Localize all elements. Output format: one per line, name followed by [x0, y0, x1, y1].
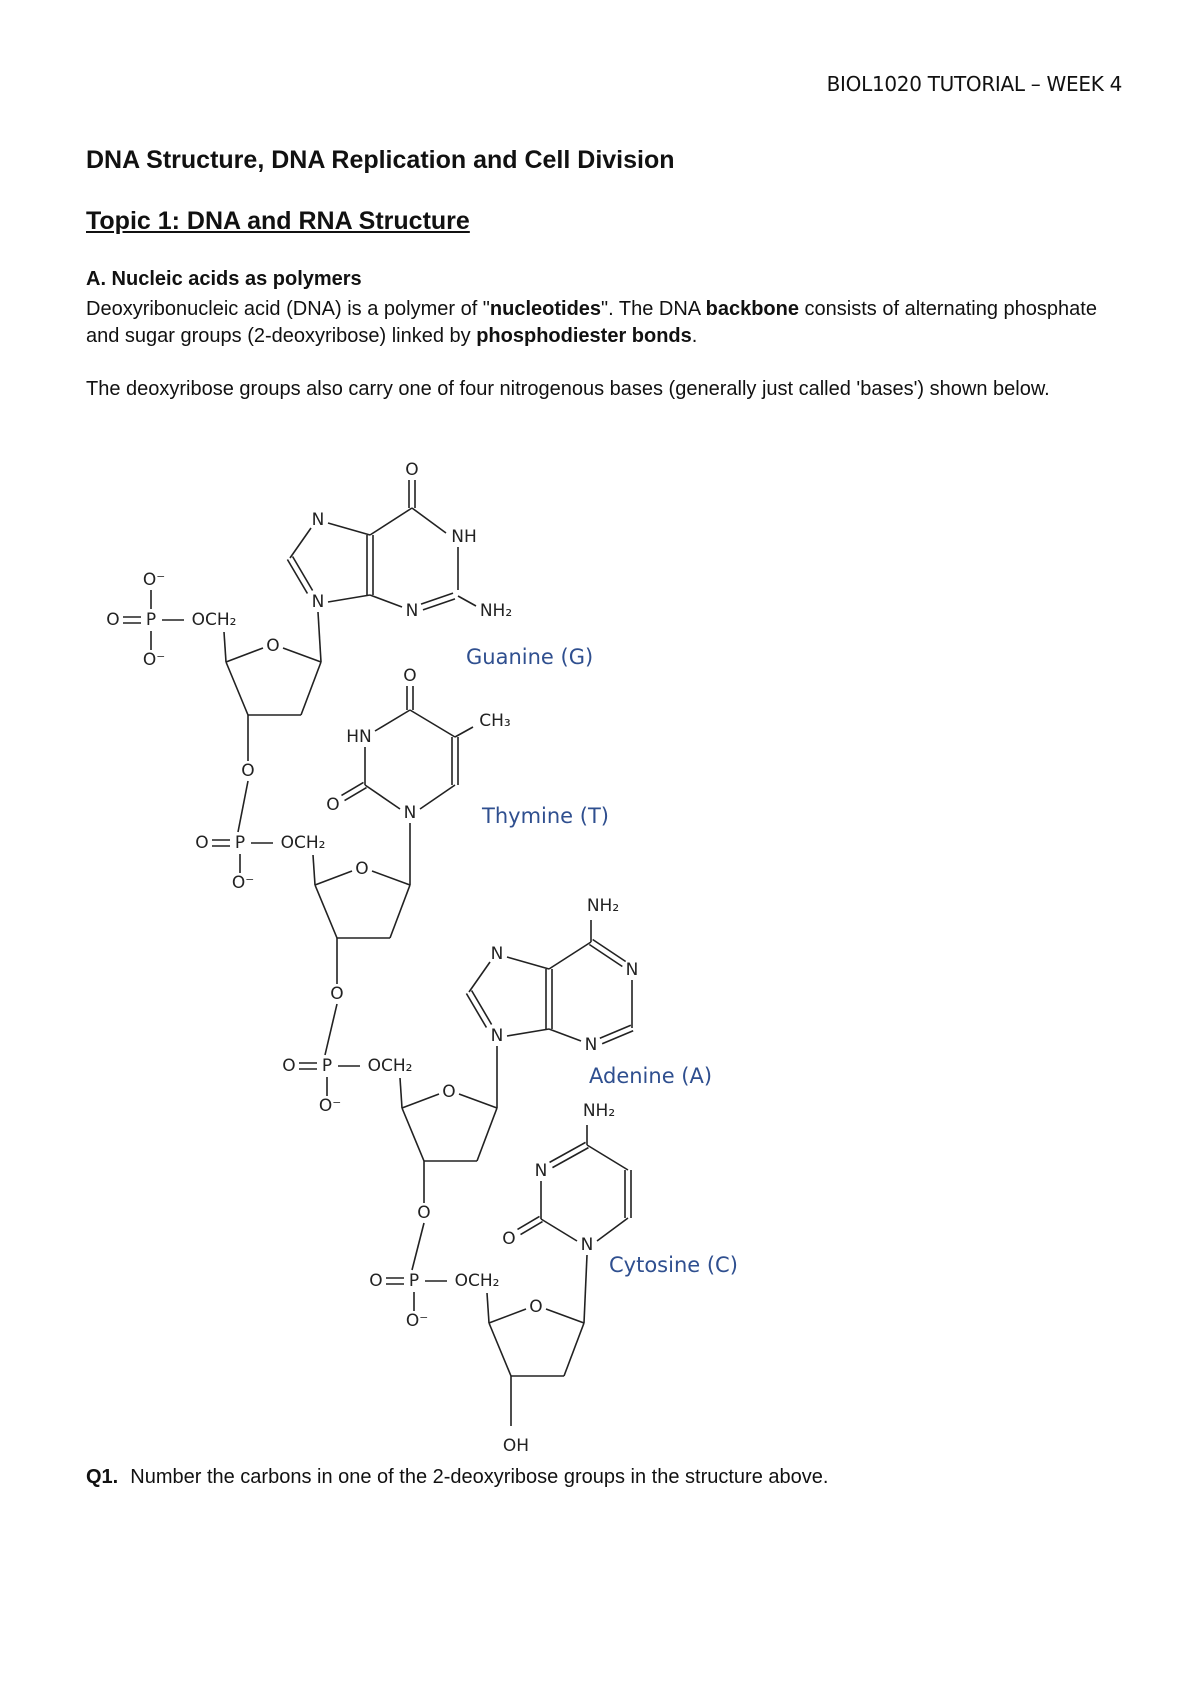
ring-bond-0 — [226, 648, 263, 662]
och2-2: OCH₂ — [367, 1056, 413, 1076]
cytosine-amine: NH₂ — [582, 1101, 616, 1121]
document-title: DNA Structure, DNA Replication and Cell Division — [86, 146, 675, 174]
cytosine-bond — [587, 1145, 628, 1170]
guanine-bond — [412, 508, 446, 533]
question-1 — [86, 1466, 828, 1489]
cytosine-carbonyl — [517, 1216, 539, 1229]
ring-bond-3 — [546, 1309, 584, 1323]
ring-bond-0 — [283, 648, 321, 662]
adenine-n7: N — [490, 944, 504, 964]
adenine-n3: N — [584, 1035, 598, 1055]
phosphate-oxygen-3: O — [369, 1271, 383, 1291]
guanine-amine-bond — [458, 596, 476, 606]
guanine-bond — [328, 523, 370, 535]
ring-bond-2 — [402, 1094, 439, 1108]
ring-bond-1 — [315, 885, 337, 938]
thymine-methyl-bond — [455, 727, 473, 737]
terminal-oh: OH — [502, 1436, 530, 1456]
o-p-bond-1 — [325, 1004, 337, 1055]
ring-bond-3 — [489, 1309, 526, 1323]
cytosine-o2: O — [502, 1229, 516, 1249]
term-backbone: backbone — [705, 298, 799, 320]
adenine-bond — [507, 1029, 549, 1036]
ring-bond-2 — [402, 1108, 424, 1161]
p1-text-3: consists of alternating phosphate and sugar groups (2-deoxyribose) linked by — [86, 298, 1097, 347]
paragraph-nucleic-acids — [86, 296, 1126, 350]
cytosine-carbonyl — [521, 1222, 543, 1235]
adenine-n1: N — [625, 960, 639, 980]
ring-bond-2 — [459, 1094, 497, 1108]
thymine-bond — [410, 710, 455, 737]
phosphate-o-minus-bottom-3: O⁻ — [405, 1311, 429, 1331]
thymine-carbonyl — [345, 788, 367, 801]
thymine-o4: O — [403, 666, 417, 686]
term-nucleotides: nucleotides — [489, 298, 602, 320]
thymine-bond — [375, 710, 410, 731]
thymine-o2: O — [326, 795, 340, 815]
p1-text-4: . — [691, 325, 698, 347]
guanine-bond — [423, 599, 455, 610]
base-label-guanine: Guanine (G) — [466, 645, 594, 669]
adenine-bond — [507, 957, 549, 969]
course-header: BIOL1020 TUTORIAL – WEEK 4 — [826, 72, 1122, 96]
c5-c4-bond-1 — [313, 855, 315, 885]
link-oxygen-2: O — [417, 1203, 431, 1223]
guanine-glycosidic-bond — [318, 612, 321, 662]
link-oxygen-0: O — [241, 761, 255, 781]
thymine-carbonyl — [341, 782, 363, 795]
ring-bond-1 — [390, 885, 410, 938]
guanine-n1h: NH — [451, 527, 477, 547]
guanine-bond — [370, 508, 412, 535]
thymine-methyl: CH₃ — [479, 711, 511, 731]
phosphate-oxygen-2: O — [282, 1056, 296, 1076]
phosphorus-0: P — [145, 610, 157, 630]
thymine-n1: N — [403, 803, 417, 823]
adenine-n9: N — [490, 1026, 504, 1046]
adenine-bond — [549, 942, 591, 969]
question-label: Q1. — [86, 1466, 119, 1488]
p1-text-2: ". The DNA — [601, 298, 706, 320]
guanine-bond — [370, 595, 402, 607]
guanine-n3: N — [405, 601, 419, 621]
phosphorus-1: P — [234, 833, 246, 853]
adenine-amine: NH₂ — [586, 896, 620, 916]
guanine-n9: N — [311, 592, 325, 612]
cytosine-n1: N — [580, 1235, 594, 1255]
phosphate-oxygen-0: O — [106, 610, 120, 630]
ring-bond-3 — [564, 1323, 584, 1376]
phosphorus-2: P — [321, 1056, 333, 1076]
cytosine-bond — [541, 1219, 577, 1241]
guanine-bond — [290, 528, 311, 558]
ring-bond-2 — [477, 1108, 497, 1161]
o-p-bond-2 — [412, 1223, 424, 1270]
o-p-bond-0 — [238, 781, 248, 832]
p1-text-1: Deoxyribonucleic acid (DNA) is a polymer of " — [86, 298, 490, 320]
ring-oxygen-2: O — [442, 1082, 456, 1102]
adenine-bond — [600, 1025, 631, 1038]
thymine-bond — [420, 785, 455, 809]
ring-bond-3 — [489, 1323, 511, 1376]
base-label-cytosine: Cytosine (C) — [609, 1253, 738, 1277]
guanine-n7: N — [311, 510, 325, 530]
guanine-bond — [421, 593, 453, 604]
ring-oxygen-3: O — [529, 1297, 543, 1317]
c5-c4-bond-2 — [400, 1078, 402, 1108]
link-oxygen-1: O — [330, 984, 344, 1004]
cytosine-n3: N — [534, 1161, 548, 1181]
guanine-bond — [328, 595, 370, 602]
ring-bond-1 — [372, 871, 410, 885]
thymine-bond — [365, 785, 400, 809]
adenine-bond — [602, 1031, 633, 1044]
thymine-n3h: HN — [346, 727, 372, 747]
c5-c4-bond-3 — [487, 1293, 489, 1323]
och2-3: OCH₂ — [454, 1271, 500, 1291]
phosphate-o-minus-bottom-1: O⁻ — [231, 873, 255, 893]
cytosine-bond — [597, 1218, 628, 1241]
topic-heading: Topic 1: DNA and RNA Structure — [86, 207, 470, 235]
ring-oxygen-1: O — [355, 859, 369, 879]
question-text: Number the carbons in one of the 2-deoxyribose groups in the structure above. — [130, 1466, 829, 1488]
base-labels — [466, 645, 738, 1277]
cytosine-glycosidic-bond — [584, 1255, 587, 1323]
base-label-adenine: Adenine (A) — [589, 1064, 713, 1088]
ring-bond-1 — [315, 871, 352, 885]
guanine-carbonyl-oxygen: O — [405, 460, 419, 480]
section-heading: A. Nucleic acids as polymers — [86, 268, 362, 290]
guanine-amine: NH₂ — [479, 601, 513, 621]
c5-c4-bond-0 — [224, 632, 226, 662]
och2-1: OCH₂ — [280, 833, 326, 853]
atom-labels — [106, 460, 638, 1456]
adenine-bond — [549, 1029, 581, 1041]
ring-bond-0 — [301, 662, 321, 715]
phosphate-o-minus-bottom-0: O⁻ — [142, 650, 166, 670]
phosphorus-3: P — [408, 1271, 420, 1291]
base-label-thymine: Thymine (T) — [482, 804, 609, 828]
term-phosphodiester-bonds: phosphodiester bonds — [476, 325, 692, 347]
och2-0: OCH₂ — [191, 610, 237, 630]
phosphate-o-minus-bottom-2: O⁻ — [318, 1096, 342, 1116]
paragraph-bases: The deoxyribose groups also carry one of four nitrogenous bases (generally just called 'bases') shown below. — [86, 378, 1050, 400]
ring-oxygen-0: O — [266, 636, 280, 656]
ring-bond-0 — [226, 662, 248, 715]
adenine-bond — [469, 962, 490, 992]
phosphate-o-minus-top-0: O⁻ — [142, 570, 166, 590]
dna-structure-figure — [0, 440, 1200, 1460]
phosphate-oxygen-1: O — [195, 833, 209, 853]
